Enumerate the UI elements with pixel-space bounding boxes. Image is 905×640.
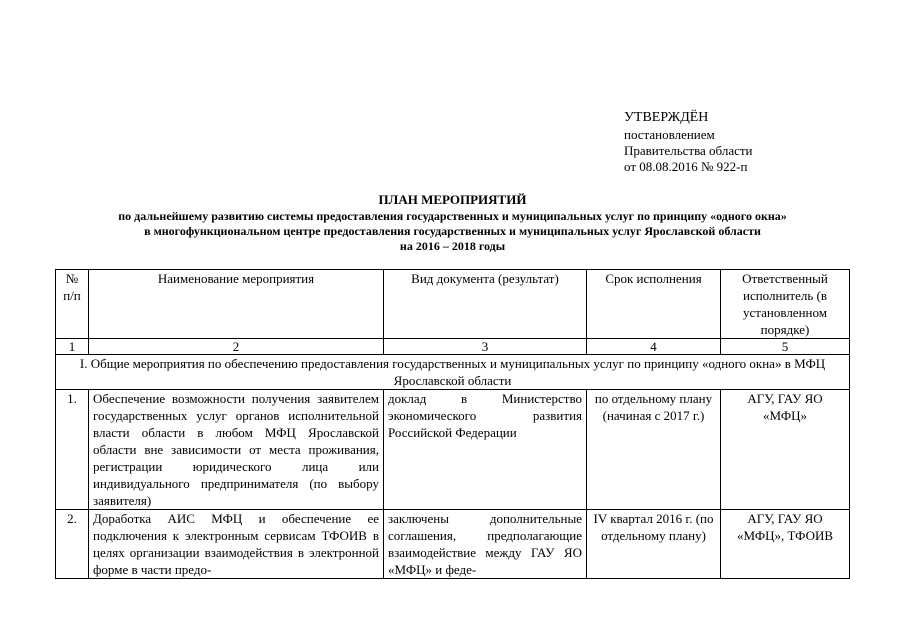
plan-subtitle: в многофункциональном центре предоставления государственных и муниципальных услуг Ярославской области — [144, 224, 761, 238]
table-row — [56, 390, 850, 510]
plan-subtitle: на 2016 – 2018 годы — [399, 239, 506, 253]
column-number: 1 — [56, 339, 89, 355]
plan-title: ПЛАН МЕРОПРИЯТИЙ — [378, 192, 527, 207]
row-responsible: АГУ, ГАУ ЯО «МФЦ» — [721, 390, 850, 510]
row-document: заключены дополнительные соглашения, предполагающие взаимодействие между ГАУ ЯО «МФЦ» и феде- — [384, 510, 587, 579]
row-term: по отдельному плану (начиная с 2017 г.) — [587, 390, 721, 510]
column-number: 4 — [587, 339, 721, 355]
row-activity: Обеспечение возможности получения заявителем государственных услуг органов исполнительной власти области в любом МФЦ Ярославской области вне зависимости от места проживания, регистрации юридического лица или индивидуального предпринимателя (по выбору заявителя) — [89, 390, 384, 510]
header-cell-responsible: Ответственный исполнитель (в установленном порядке) — [721, 270, 850, 339]
header-cell-term: Срок исполнения — [587, 270, 721, 339]
column-number-row — [56, 339, 850, 355]
header-cell-number: № п/п — [56, 270, 89, 339]
row-number: 1. — [56, 390, 89, 510]
row-document: доклад в Министерство экономического развития Российской Федерации — [384, 390, 587, 510]
plan-subtitle: по дальнейшему развитию системы предоставления государственных и муниципальных услуг по принципу «одного окна» — [118, 209, 787, 223]
approval-line: постановлением — [624, 127, 715, 142]
column-number: 3 — [384, 339, 587, 355]
row-responsible: АГУ, ГАУ ЯО «МФЦ», ТФОИВ — [721, 510, 850, 579]
approval-stamp — [624, 110, 753, 175]
header-cell-document: Вид документа (результат) — [384, 270, 587, 339]
column-number: 2 — [89, 339, 384, 355]
column-number: 5 — [721, 339, 850, 355]
section-row — [56, 355, 850, 390]
header-row — [56, 270, 850, 339]
plan-heading — [0, 192, 905, 254]
approval-line: Правительства области — [624, 143, 753, 158]
row-activity: Доработка АИС МФЦ и обеспечение ее подключения к электронным сервисам ТФОИВ в целях организации взаимодействия в электронной форме в части предо- — [89, 510, 384, 579]
header-cell-name: Наименование мероприятия — [89, 270, 384, 339]
section-title: I. Общие мероприятия по обеспечению предоставления государственных и муниципальных услуг по принципу «одного окна» в МФЦ Ярославской области — [56, 355, 850, 390]
plan-table — [55, 269, 850, 579]
row-number: 2. — [56, 510, 89, 579]
approval-date: от 08.08.2016 № 922-п — [624, 159, 748, 174]
table-row — [56, 510, 850, 579]
approval-title: УТВЕРЖДЁН — [624, 110, 709, 125]
row-term: IV квартал 2016 г. (по отдельному плану) — [587, 510, 721, 579]
